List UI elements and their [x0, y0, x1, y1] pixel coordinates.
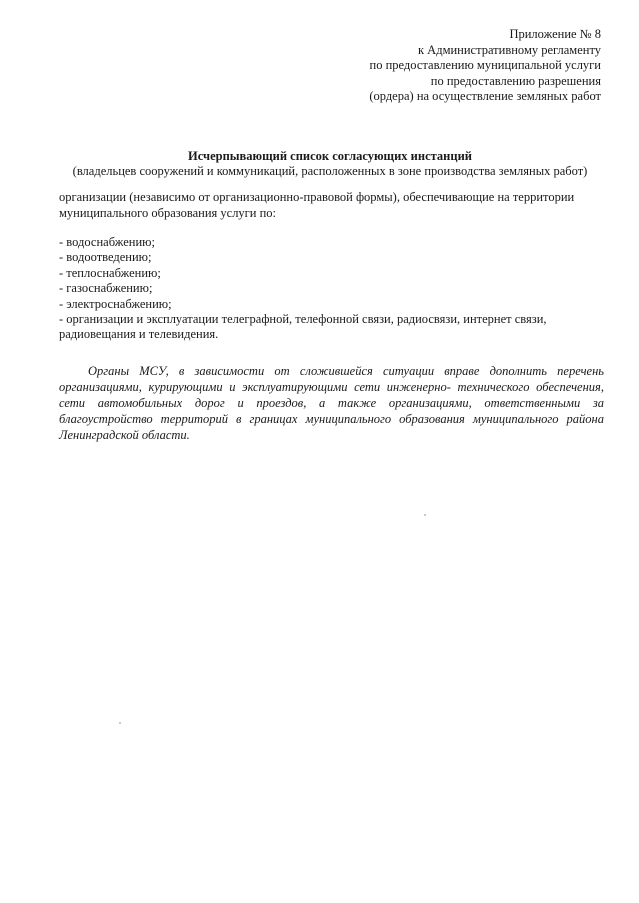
appendix-line: к Административному регламенту — [417, 42, 601, 57]
list-item: - водоснабжению; — [59, 235, 155, 249]
document-subtitle: (владельцев сооружений и коммуникаций, расположенных в зоне производства земляных работ) — [72, 164, 588, 178]
heading-block — [40, 149, 620, 179]
scan-speck — [119, 722, 121, 724]
note-paragraph: Органы МСУ, в зависимости от сложившейся ситуации вправе дополнить перечень организациями, курирующими и эксплуатирующими сети инженерно- технического обеспечения, сети автомобильных дорог и проездов, а также организациями, ответственными за благоустройство территорий в границах муниципального образования муниципального района Ленинградской области. — [59, 363, 604, 442]
list-item: - газоснабжению; — [59, 281, 153, 296]
appendix-line: Приложение № 8 — [509, 27, 601, 41]
appendix-header — [369, 27, 601, 105]
list-item: - теплоснабжению; — [59, 265, 161, 280]
intro-paragraph: организации (независимо от организационно-правовой формы), обеспечивающие на территории муниципального образования услуги по: — [59, 190, 575, 220]
list-item: - водоотведению; — [59, 250, 152, 265]
list-item: - организации и эксплуатации телеграфной, телефонной связи, радиосвязи, интернет связи, радиовещания и телевидения. — [59, 312, 547, 342]
document-title: Исчерпывающий список согласующих инстанций — [188, 149, 472, 163]
scan-speck — [424, 514, 426, 516]
appendix-line: по предоставлению муниципальной услуги — [369, 58, 601, 73]
list-item: - электроснабжению; — [59, 296, 172, 311]
appendix-line: (ордера) на осуществление земляных работ — [369, 89, 601, 104]
appendix-line: по предоставлению разрешения — [430, 73, 601, 88]
service-list — [59, 235, 589, 343]
